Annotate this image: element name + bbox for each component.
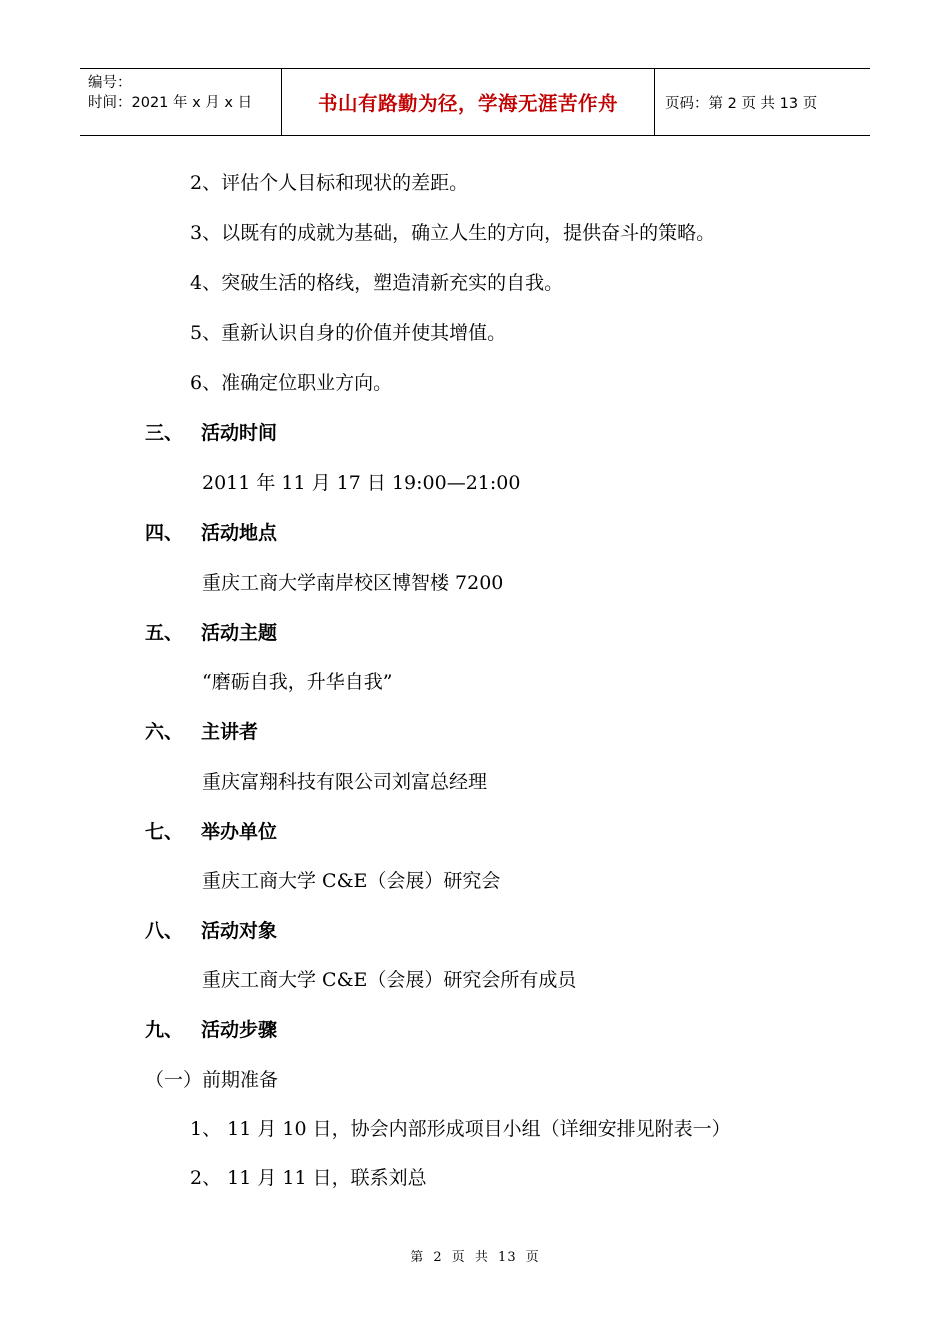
section-number: 三、: [145, 422, 184, 444]
section-number: 四、: [145, 522, 184, 544]
section-number: 五、: [145, 622, 184, 644]
section-heading-speaker: [145, 719, 258, 745]
section-content-location: 重庆工商大学南岸校区博智楼 7200: [202, 572, 504, 594]
page-header: [80, 68, 870, 136]
section-heading-audience: [145, 918, 277, 944]
section-heading-theme: [145, 620, 277, 646]
header-page-info: 页码：第 2 页 共 13 页: [665, 95, 818, 112]
section-title: 活动时间: [201, 422, 278, 444]
sub-heading-preparation: （一）前期准备: [145, 1069, 279, 1091]
prep-item: 2、 11 月 11 日，联系刘总: [190, 1167, 427, 1189]
goal-item: 5、重新认识自身的价值并使其增值。: [190, 322, 507, 344]
section-title: 活动对象: [201, 920, 278, 942]
goal-item: 3、以既有的成就为基础，确立人生的方向，提供奋斗的策略。: [190, 222, 716, 244]
section-content-audience: 重庆工商大学 C&E（会展）研究会所有成员: [202, 969, 577, 991]
section-title: 活动步骤: [201, 1019, 278, 1041]
section-number: 九、: [145, 1019, 184, 1041]
section-number: 六、: [145, 721, 184, 743]
page-footer: 第 2 页 共 13 页: [410, 1250, 540, 1265]
section-heading-steps: [145, 1017, 277, 1043]
section-number: 七、: [145, 821, 184, 843]
goal-item: 4、突破生活的格线，塑造清新充实的自我。: [190, 272, 564, 294]
document-time-label: 时间：2021 年 x 月 x 日: [88, 95, 253, 111]
section-title: 主讲者: [201, 721, 259, 743]
section-title: 活动地点: [201, 522, 278, 544]
section-title: 举办单位: [201, 821, 278, 843]
header-motto: 书山有路勤为径，学海无涯苦作舟: [282, 69, 655, 135]
section-heading-organizer: [145, 819, 277, 845]
section-content-time: 2011 年 11 月 17 日 19:00—21:00: [202, 472, 521, 494]
header-meta: [80, 69, 282, 135]
goal-item: 2、评估个人目标和现状的差距。: [190, 172, 469, 194]
section-title: 活动主题: [201, 622, 278, 644]
section-number: 八、: [145, 920, 184, 942]
section-content-theme: “磨砺自我，升华自我”: [202, 671, 393, 693]
section-content-organizer: 重庆工商大学 C&E（会展）研究会: [202, 870, 501, 892]
document-number-label: 编号：: [88, 75, 132, 91]
section-content-speaker: 重庆富翔科技有限公司刘富总经理: [202, 771, 488, 793]
section-heading-time: [145, 420, 277, 446]
prep-item: 1、 11 月 10 日，协会内部形成项目小组（详细安排见附表一）: [190, 1118, 731, 1140]
section-heading-location: [145, 520, 277, 546]
goal-item: 6、准确定位职业方向。: [190, 372, 393, 394]
